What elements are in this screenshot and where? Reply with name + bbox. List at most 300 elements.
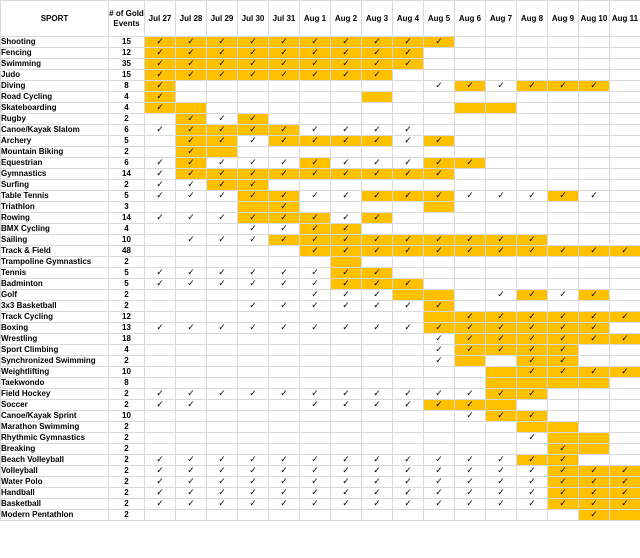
day-cell	[393, 411, 424, 422]
day-cell	[176, 312, 207, 323]
check-icon: ✓	[362, 136, 393, 147]
gold-event-count: 2	[109, 433, 145, 444]
check-icon: ✓	[207, 125, 238, 136]
sport-name: Archery	[1, 136, 109, 147]
day-cell	[455, 103, 486, 114]
day-cell	[455, 114, 486, 125]
check-icon: ✓	[207, 323, 238, 334]
check-icon: ✓	[176, 158, 207, 169]
gold-event-count: 3	[109, 202, 145, 213]
day-cell	[610, 345, 640, 356]
day-cell	[393, 334, 424, 345]
day-cell	[579, 202, 610, 213]
check-icon: ✓	[176, 191, 207, 202]
gold-event-count: 2	[109, 444, 145, 455]
day-cell	[269, 257, 300, 268]
check-icon: ✓	[238, 224, 269, 235]
day-cell	[176, 224, 207, 235]
check-icon: ✓	[145, 191, 176, 202]
gold-event-count: 10	[109, 411, 145, 422]
check-icon: ✓	[269, 169, 300, 180]
check-icon: ✓	[176, 268, 207, 279]
check-icon: ✓	[393, 488, 424, 499]
day-cell	[424, 510, 455, 521]
day-cell	[517, 103, 548, 114]
check-icon: ✓	[331, 268, 362, 279]
day-cell	[486, 103, 517, 114]
day-cell	[300, 92, 331, 103]
day-cell	[517, 59, 548, 70]
day-cell	[269, 422, 300, 433]
gold-event-count: 2	[109, 400, 145, 411]
day-cell	[207, 510, 238, 521]
day-cell	[455, 433, 486, 444]
day-cell	[455, 202, 486, 213]
day-cell	[238, 422, 269, 433]
check-icon: ✓	[424, 191, 455, 202]
table-row	[1, 455, 640, 466]
check-icon: ✓	[424, 136, 455, 147]
check-icon: ✓	[269, 466, 300, 477]
day-cell	[424, 378, 455, 389]
gold-event-count: 2	[109, 147, 145, 158]
day-cell	[517, 180, 548, 191]
day-cell	[393, 92, 424, 103]
day-cell	[610, 257, 640, 268]
check-icon: ✓	[331, 389, 362, 400]
day-cell	[393, 378, 424, 389]
check-icon: ✓	[176, 466, 207, 477]
check-icon: ✓	[176, 488, 207, 499]
check-icon: ✓	[517, 389, 548, 400]
day-cell	[362, 81, 393, 92]
check-icon: ✓	[331, 488, 362, 499]
day-cell	[424, 367, 455, 378]
day-cell	[455, 422, 486, 433]
check-icon: ✓	[238, 125, 269, 136]
check-icon: ✓	[300, 136, 331, 147]
check-icon: ✓	[238, 488, 269, 499]
check-icon: ✓	[362, 48, 393, 59]
check-icon: ✓	[238, 180, 269, 191]
day-cell	[269, 334, 300, 345]
sport-name: Canoe/Kayak Slalom	[1, 125, 109, 136]
day-cell	[269, 400, 300, 411]
table-row	[1, 433, 640, 444]
day-cell	[300, 356, 331, 367]
check-icon: ✓	[145, 488, 176, 499]
gold-event-count: 10	[109, 235, 145, 246]
day-cell	[331, 257, 362, 268]
day-cell	[486, 114, 517, 125]
check-icon: ✓	[269, 455, 300, 466]
check-icon: ✓	[331, 466, 362, 477]
check-icon: ✓	[610, 367, 640, 378]
check-icon: ✓	[455, 323, 486, 334]
check-icon: ✓	[300, 323, 331, 334]
day-cell	[486, 510, 517, 521]
check-icon: ✓	[331, 213, 362, 224]
sport-name: Beach Volleyball	[1, 455, 109, 466]
day-cell	[486, 301, 517, 312]
sport-name: Weightlifting	[1, 367, 109, 378]
check-icon: ✓	[486, 389, 517, 400]
check-icon: ✓	[145, 70, 176, 81]
check-icon: ✓	[269, 158, 300, 169]
gold-event-count: 4	[109, 345, 145, 356]
check-icon: ✓	[176, 389, 207, 400]
table-row	[1, 246, 640, 257]
day-cell	[393, 268, 424, 279]
gold-event-count: 2	[109, 422, 145, 433]
day-cell	[517, 268, 548, 279]
check-icon: ✓	[331, 48, 362, 59]
check-icon: ✓	[517, 466, 548, 477]
day-cell	[610, 378, 640, 389]
day-cell	[207, 356, 238, 367]
day-cell	[486, 125, 517, 136]
day-cell	[610, 400, 640, 411]
check-icon: ✓	[517, 246, 548, 257]
sport-name: Boxing	[1, 323, 109, 334]
check-icon: ✓	[238, 279, 269, 290]
day-cell	[145, 367, 176, 378]
check-icon: ✓	[610, 312, 640, 323]
sport-name: Trampoline Gymnastics	[1, 257, 109, 268]
day-cell	[238, 290, 269, 301]
day-cell	[579, 169, 610, 180]
day-cell	[517, 202, 548, 213]
check-icon: ✓	[424, 323, 455, 334]
day-cell	[207, 301, 238, 312]
schedule-body	[1, 37, 640, 521]
sport-name: Rhythmic Gymnastics	[1, 433, 109, 444]
day-cell	[610, 180, 640, 191]
day-cell	[486, 169, 517, 180]
day-cell	[579, 301, 610, 312]
gold-event-count: 5	[109, 136, 145, 147]
check-icon: ✓	[517, 488, 548, 499]
day-cell	[486, 70, 517, 81]
gold-event-count: 2	[109, 356, 145, 367]
day-cell	[300, 312, 331, 323]
check-icon: ✓	[424, 334, 455, 345]
check-icon: ✓	[269, 301, 300, 312]
gold-event-count: 5	[109, 279, 145, 290]
check-icon: ✓	[269, 202, 300, 213]
day-cell	[455, 356, 486, 367]
check-icon: ✓	[207, 499, 238, 510]
day-cell	[238, 202, 269, 213]
day-cell	[455, 510, 486, 521]
day-cell	[238, 510, 269, 521]
day-cell	[424, 312, 455, 323]
check-icon: ✓	[579, 499, 610, 510]
check-icon: ✓	[517, 345, 548, 356]
sport-name: Marathon Swimming	[1, 422, 109, 433]
check-icon: ✓	[393, 235, 424, 246]
day-cell	[238, 367, 269, 378]
table-row	[1, 235, 640, 246]
day-cell	[455, 301, 486, 312]
day-cell	[517, 125, 548, 136]
gold-event-count: 2	[109, 114, 145, 125]
check-icon: ✓	[300, 37, 331, 48]
check-icon: ✓	[238, 235, 269, 246]
table-row	[1, 422, 640, 433]
day-cell	[486, 257, 517, 268]
day-cell	[269, 433, 300, 444]
check-icon: ✓	[548, 477, 579, 488]
gold-event-count: 5	[109, 191, 145, 202]
day-cell	[393, 202, 424, 213]
day-cell	[486, 136, 517, 147]
day-cell	[207, 367, 238, 378]
check-icon: ✓	[176, 455, 207, 466]
day-cell	[362, 114, 393, 125]
day-cell	[393, 103, 424, 114]
check-icon: ✓	[455, 191, 486, 202]
gold-event-count: 2	[109, 466, 145, 477]
day-cell	[579, 114, 610, 125]
day-cell	[455, 268, 486, 279]
check-icon: ✓	[517, 312, 548, 323]
day-cell	[269, 367, 300, 378]
table-row	[1, 301, 640, 312]
day-column-header: Aug 7	[486, 1, 517, 37]
check-icon: ✓	[176, 136, 207, 147]
check-icon: ✓	[300, 235, 331, 246]
gold-event-count: 2	[109, 180, 145, 191]
check-icon: ✓	[269, 499, 300, 510]
day-cell	[548, 158, 579, 169]
day-cell	[207, 202, 238, 213]
check-icon: ✓	[517, 499, 548, 510]
check-icon: ✓	[176, 213, 207, 224]
day-cell	[548, 268, 579, 279]
day-cell	[393, 213, 424, 224]
day-column-header: Aug 10	[579, 1, 610, 37]
day-cell	[424, 114, 455, 125]
check-icon: ✓	[517, 323, 548, 334]
day-cell	[579, 411, 610, 422]
gold-event-count: 15	[109, 37, 145, 48]
table-row	[1, 488, 640, 499]
check-icon: ✓	[424, 81, 455, 92]
check-icon: ✓	[393, 301, 424, 312]
day-cell	[424, 290, 455, 301]
check-icon: ✓	[207, 158, 238, 169]
check-icon: ✓	[300, 48, 331, 59]
day-cell	[145, 334, 176, 345]
day-cell	[300, 103, 331, 114]
day-cell	[579, 422, 610, 433]
check-icon: ✓	[207, 70, 238, 81]
day-cell	[548, 224, 579, 235]
day-cell	[455, 147, 486, 158]
day-cell	[331, 510, 362, 521]
sport-name: Track & Field	[1, 246, 109, 257]
check-icon: ✓	[362, 158, 393, 169]
check-icon: ✓	[145, 455, 176, 466]
day-column-header: Aug 11	[610, 1, 640, 37]
sport-name: Rowing	[1, 213, 109, 224]
check-icon: ✓	[300, 70, 331, 81]
sport-name: Judo	[1, 70, 109, 81]
check-icon: ✓	[238, 191, 269, 202]
check-icon: ✓	[176, 400, 207, 411]
day-cell	[331, 180, 362, 191]
check-icon: ✓	[207, 59, 238, 70]
day-cell	[176, 246, 207, 257]
day-cell	[238, 246, 269, 257]
day-cell	[362, 345, 393, 356]
check-icon: ✓	[393, 477, 424, 488]
day-cell	[579, 378, 610, 389]
day-cell	[486, 279, 517, 290]
day-cell	[424, 59, 455, 70]
check-icon: ✓	[331, 455, 362, 466]
check-icon: ✓	[331, 158, 362, 169]
check-icon: ✓	[331, 125, 362, 136]
day-cell	[238, 103, 269, 114]
sport-name: Diving	[1, 81, 109, 92]
check-icon: ✓	[486, 345, 517, 356]
day-cell	[610, 268, 640, 279]
day-cell	[300, 433, 331, 444]
day-cell	[455, 290, 486, 301]
day-cell	[145, 378, 176, 389]
check-icon: ✓	[455, 499, 486, 510]
check-icon: ✓	[176, 37, 207, 48]
table-row	[1, 70, 640, 81]
check-icon: ✓	[455, 246, 486, 257]
day-cell	[207, 290, 238, 301]
day-column-header: Jul 28	[176, 1, 207, 37]
day-cell	[207, 345, 238, 356]
day-cell	[517, 444, 548, 455]
day-cell	[610, 213, 640, 224]
table-row	[1, 48, 640, 59]
table-row	[1, 411, 640, 422]
day-cell	[300, 411, 331, 422]
day-cell	[269, 444, 300, 455]
check-icon: ✓	[424, 400, 455, 411]
check-icon: ✓	[393, 246, 424, 257]
check-icon: ✓	[517, 367, 548, 378]
day-cell	[579, 235, 610, 246]
day-cell	[517, 136, 548, 147]
day-cell	[548, 422, 579, 433]
check-icon: ✓	[238, 466, 269, 477]
gold-event-count: 35	[109, 59, 145, 70]
check-icon: ✓	[579, 81, 610, 92]
day-cell	[362, 202, 393, 213]
day-cell	[579, 180, 610, 191]
day-cell	[393, 81, 424, 92]
day-cell	[579, 37, 610, 48]
day-cell	[455, 136, 486, 147]
gold-event-count: 8	[109, 81, 145, 92]
day-cell	[486, 213, 517, 224]
check-icon: ✓	[238, 499, 269, 510]
day-cell	[176, 422, 207, 433]
check-icon: ✓	[331, 323, 362, 334]
day-cell	[393, 422, 424, 433]
day-cell	[145, 433, 176, 444]
check-icon: ✓	[331, 499, 362, 510]
table-row	[1, 290, 640, 301]
day-column-header: Aug 9	[548, 1, 579, 37]
check-icon: ✓	[424, 169, 455, 180]
check-icon: ✓	[207, 169, 238, 180]
sport-name: Canoe/Kayak Sprint	[1, 411, 109, 422]
check-icon: ✓	[176, 169, 207, 180]
check-icon: ✓	[362, 169, 393, 180]
day-cell	[424, 202, 455, 213]
check-icon: ✓	[176, 279, 207, 290]
check-icon: ✓	[579, 367, 610, 378]
day-cell	[548, 37, 579, 48]
sport-name: Breaking	[1, 444, 109, 455]
table-row	[1, 37, 640, 48]
day-column-header: Aug 1	[300, 1, 331, 37]
check-icon: ✓	[238, 70, 269, 81]
day-cell	[517, 92, 548, 103]
check-icon: ✓	[362, 499, 393, 510]
day-cell	[517, 158, 548, 169]
check-icon: ✓	[517, 455, 548, 466]
check-icon: ✓	[331, 70, 362, 81]
check-icon: ✓	[610, 334, 640, 345]
check-icon: ✓	[455, 345, 486, 356]
check-icon: ✓	[579, 312, 610, 323]
day-cell	[486, 92, 517, 103]
table-row	[1, 279, 640, 290]
day-cell	[517, 510, 548, 521]
day-cell	[393, 510, 424, 521]
day-cell	[424, 268, 455, 279]
day-cell	[548, 169, 579, 180]
check-icon: ✓	[238, 136, 269, 147]
day-cell	[455, 59, 486, 70]
check-icon: ✓	[269, 48, 300, 59]
check-icon: ✓	[424, 466, 455, 477]
day-cell	[610, 81, 640, 92]
check-icon: ✓	[145, 477, 176, 488]
day-cell	[610, 422, 640, 433]
day-cell	[486, 48, 517, 59]
day-cell	[393, 224, 424, 235]
check-icon: ✓	[548, 488, 579, 499]
day-cell	[331, 312, 362, 323]
day-cell	[331, 444, 362, 455]
day-column-header: Aug 6	[455, 1, 486, 37]
check-icon: ✓	[331, 246, 362, 257]
check-icon: ✓	[393, 389, 424, 400]
check-icon: ✓	[455, 488, 486, 499]
day-cell	[610, 356, 640, 367]
check-icon: ✓	[331, 37, 362, 48]
check-icon: ✓	[455, 81, 486, 92]
day-cell	[300, 202, 331, 213]
day-cell	[207, 444, 238, 455]
check-icon: ✓	[517, 334, 548, 345]
table-row	[1, 180, 640, 191]
check-icon: ✓	[455, 389, 486, 400]
table-row	[1, 444, 640, 455]
sport-name: Soccer	[1, 400, 109, 411]
